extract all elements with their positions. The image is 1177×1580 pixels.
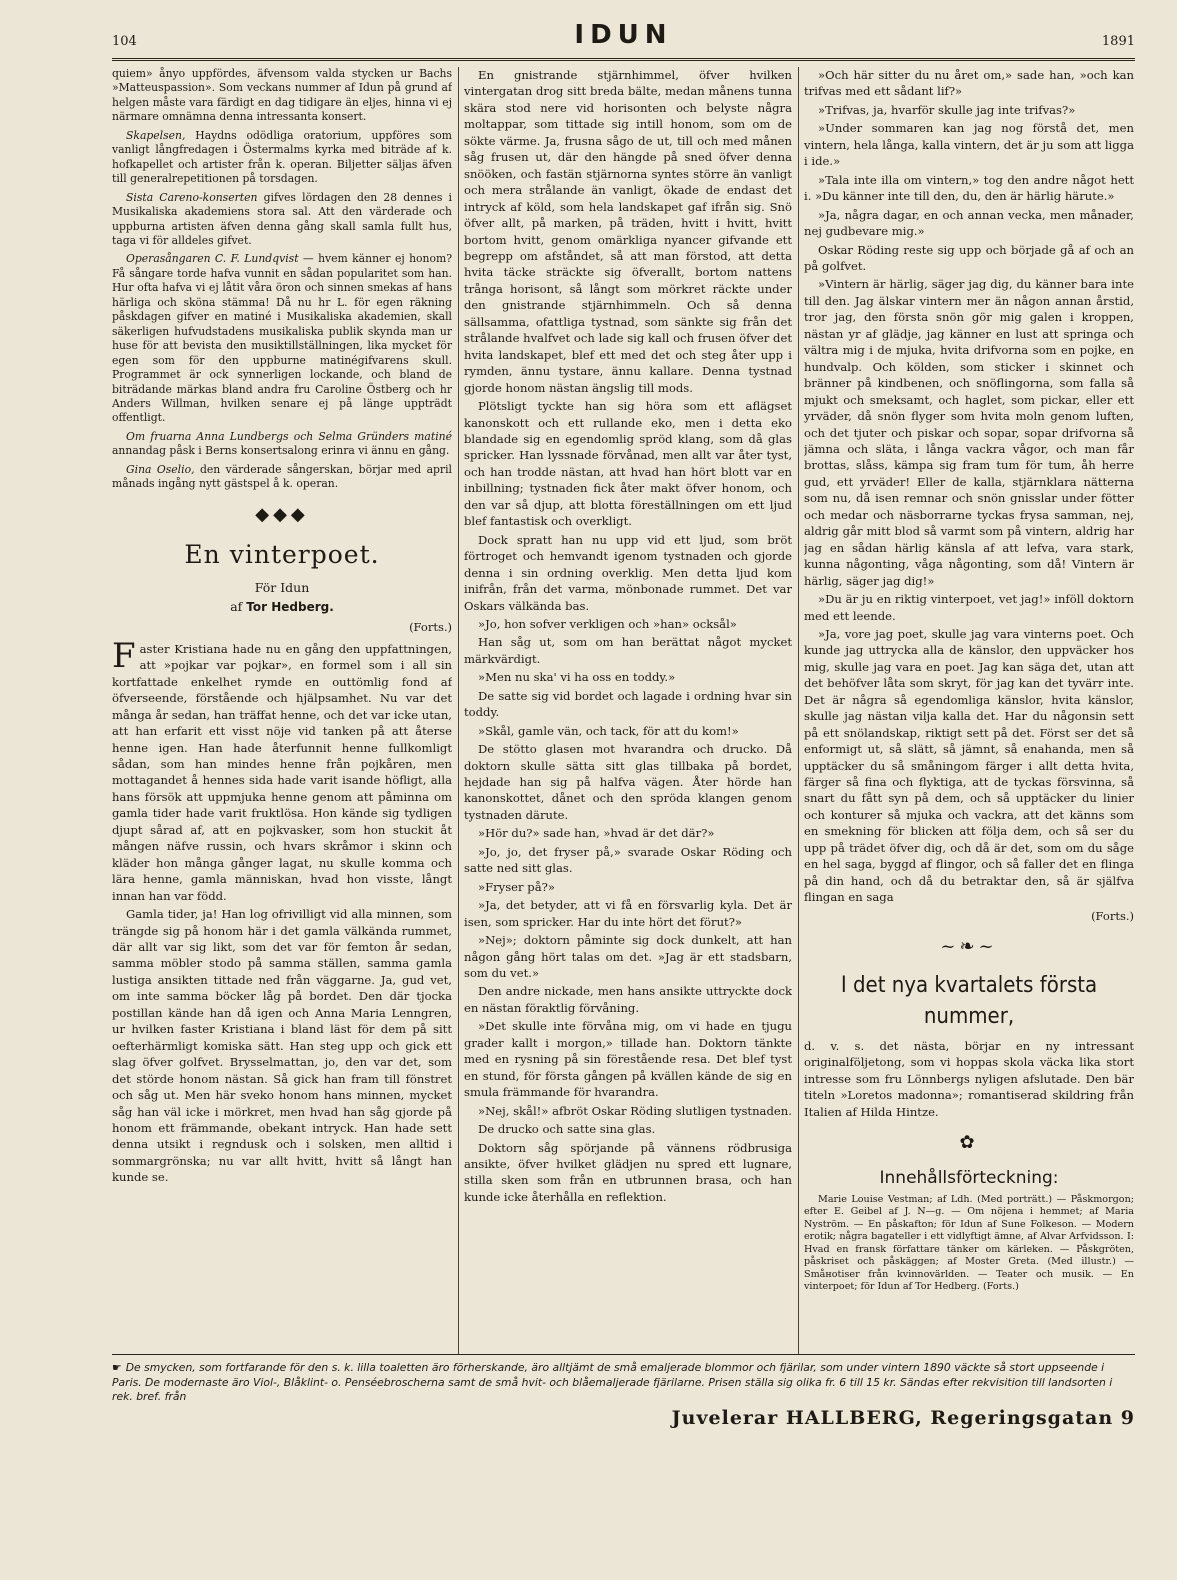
story-paragraph: »Och här sitter du nu året om,» sade han, »och kan trifvas med ett sådant lif?»: [804, 68, 1134, 99]
story-paragraph: »Fryser på?»: [478, 879, 555, 894]
continued-label: (Forts.): [1091, 908, 1134, 923]
note-paragraph: Skapelsen, Haydns odödliga oratorium, uppföres som vanligt långfredagen i Östermalms kyrka med biträde af k. hofkapellet och artister från k. operan. Biljetter säljas äfven till generalrepetitionen på torsdagen.: [112, 128, 452, 186]
ornament-divider: ~❧~: [940, 935, 998, 957]
story-paragraph: »Tala inte illa om vintern,» tog den andre något hett i. »Du känner inte till den, du, den är härlig härute.»: [804, 172, 1134, 204]
ornament-divider: ◆◆◆: [255, 503, 309, 525]
story-paragraph: »Jo, jo, det fryser på,» svarade Oskar Röding och satte ned sitt glas.: [464, 844, 792, 876]
story-paragraph: »Ja, vore jag poet, skulle jag vara vinterns poet. Och kunde jag uttrycka alla de känslor, den uppväcker hos mig, skulle jag vara en poet. Jag kan säga det, utan att det behöfver låta som skryt, för jag kan det tyvärr inte. Det är några så egendomliga känslor, hvita känslor, skulle jag nästan vilja kalla det. Har du någonsin sett på ett snölandskap, riktigt sett på det. Först ser det så enformigt ut, så slätt, så jämnt, så enahanda, men så upptäcker du så småningom färger i allt detta hvita, färger så fina och flyktiga, att de tyckas försvinna, så snart du fått syn på dem, och så upptäcker du linier och konturer så mjuka och vackra, att det känns som en smekning för blicken att följa dem, och så ser du upp på trädet öfver dig, och då är det, som om du såge en hel saga, byggd af flingor, och så faller det en flinga på din hand, och då du betraktar den, så är själfva flingan en saga: [804, 626, 1134, 905]
story-paragraph: Den andre nickade, men hans ansikte uttryckte dock en nästan föraktlig förvåning.: [464, 984, 792, 1015]
merchant-name: Juvelerar HALLBERG, Regeringsgatan 9: [671, 1406, 1135, 1429]
story-paragraph: »Jo, hon sofver verkligen och »han» ocksål»: [478, 616, 737, 631]
continued-label: (Forts.): [409, 619, 452, 634]
story-paragraph: Han såg ut, som om han berättat något mycket märkvärdigt.: [464, 635, 792, 666]
story-paragraph: Dock spratt han nu upp vid ett ljud, som bröt förtroget och hemvandt igenom tystnaden och gjorde denna i sin ordning overklig. Men detta ljud kom inifrån, från det varma, mönbonade rummet. Det var Oskars välkända bas.: [464, 532, 792, 613]
contents-heading: Innehållsförteckning:: [879, 1167, 1059, 1188]
note-paragraph: Om fruarna Anna Lundbergs och Selma Gründers matiné annandag påsk i Berns konsertsalong erinra vi ännu en gång.: [112, 429, 452, 458]
story-paragraph: Doktorn såg spörjande på vännens rödbrusiga ansikte, öfver hvilket glädjen nu spred ett lugnare, stilla sken som från en utbrunnen brasa, och han kunde icke återhålla en reflektion.: [464, 1140, 792, 1204]
story-paragraph: De stötto glasen mot hvarandra och druckо. Då doktorn skulle sätta sitt glas tillbaka på bordet, hejdade han sig på halfva vägen. Åter hörde han kanonskottet, dånet och den spröda klangen genom tystnaden därute.: [464, 742, 792, 822]
jeweller-advertisement: [112, 1354, 1135, 1429]
story-paragraph: En gnistrande stjärnhimmel, öfver hvilken vintergatan drog sitt breda bälte, medan månens tunna skära stod nere vid horisonten och belyste några moltappar, som tittade sig intill honom, som om de sökte värme. Ja, frusna sågo de ut, till och med månen såg frusen ut, där den hängde på sned öfver denna snööken, och fastän stjärnorna syntes större än vanligt och mera strålande än vanligt, ökade de endast det intryck af köld, som hela landskapet gaf ifrån sig. Snö öfver allt, på marken, på träden, hvitt i hvitt, hvitt bortom hvitt, genom omärkliga nyancer gifvande ett begrepp om afståndet, så att man förstod, att detta hvita täcke sträckte sig öfverallt, bortom nattens trånga horisont, så långt som mörkret räckte under den gnistrande stjärnhimmeln. Och så denna sällsamma, ofattliga tystnad, som sänkte sig från det strålande hvalfvet och lade sig kall och frusen öfver det hvita landskapet, blef ett med det och steg åter upp i rymden, ännu tystare, ännu kallare. Denna tystnad gjorde honom nästan ängslig till mods.: [464, 68, 792, 395]
story-paragraph: De druckо och satte sina glas.: [478, 1122, 656, 1137]
story-paragraph: Oskar Röding reste sig upp och började gå af och an på golfvet.: [804, 242, 1134, 273]
story-paragraph: »Men nu ska' vi ha oss en toddy.»: [478, 670, 676, 685]
story-paragraph: »Ja, det betyder, att vi få en försvarlig kyla. Det är isen, som spricker. Har du inte hört det förut?»: [464, 898, 792, 929]
story-paragraph: »Trifvas, ja, hvarför skulle jag inte trifvas?»: [818, 102, 1076, 117]
note-paragraph: Sista Careno-konserten gifves lördagen den 28 dennes i Musikaliska akademiens stora sal. Att den värderade och uppburna artisten äfven denna gång skall samla fullt hus, taga vi för alldeles gifvet.: [112, 190, 452, 247]
contents-list: Marie Louise Vestman; af Ldh. (Med porträtt.) — Påskmorgon; efter E. Geibel af J. N—g. — Om nöjena i hemmet; af Maria Nyström. — En påskafton; för Idun af Sune Folkeson. — Modern erotik; några bagateller i ett vidlyftigt ämne, af Alvar Arfvidsson. I: Hvad en fransk författare tänker om kärleken. — Påskgröten, påskriset och påskäggen; af Moster Greta. (Med illustr.) — Småнotiser från kvinnovärlden. — Teater och musik. — En vinterpoet; för Idun af Tor Hedberg. (Forts.): [804, 1193, 1134, 1293]
advertisement-text: ☛ De smycken, som fortfarande för den s. k. lilla toaletten äro förherskande, äro alltjämt de små emaljerade blommor och fjärilar, som under vintern 1890 väckte så stort uppseende i Paris. De modernaste äro Viol-, Blåklint- o. Penséebroscherna samt de små hvit- och blåemaljerade fjärilarne. Prisen ställa sig olika fr. 6 till 15 kr. Sändas efter rekvisition till landsorten i rek. bref. från: [112, 1361, 1113, 1404]
notice-heading: I det nya kvartalets första nummer,: [840, 972, 1098, 1029]
story-paragraph: Faster Kristiana hade nu en gång den uppfattningen, att »pojkar var pojkar», en formel som i all sin kortfattade enkelhet rymde en outtömlig fond af öfverseende, förstående och hjälpsamhet. Nu var det många år sedan, han träffat henne, och det var icke utan, att han erfarit ett visst nöje vid tanken på att återse henne igen. Han hade återfunnit henne fullkomligt sådan, som han mindes henne från pojkåren, men mottagandet å hennes sida hade varit isande höfligt, alla hans försök att uppmjuka henne genom att påminna om gamla tider hade varit fruktlösa. Hon kände sig tydligen djupt sårad af, att en pojkvasker, som hon stuckit åt mången näfve russin, och hvars skråmor i skinn och kläder hon många gånger lagat, nu skulle komma och lära henne, gamla människan, hvad hon visste, långt innan han var född.: [112, 635, 452, 903]
notice-text: d. v. s. det nästa, börjar en ny intressant originalföljetong, som vi hoppas skola väcka lika stort intresse som fru Lönnbergs nyligen afslutade. Den bär titeln »Loretos madonna»; romantiserad skildring från Italien af Hilda Hintze.: [804, 1039, 1134, 1119]
story-paragraph: »Ja, några dagar, en och annan vecka, men månader, nej gudbevare mig.»: [804, 207, 1134, 239]
note-paragraph: Operasångaren C. F. Lundqvist — hvem känner ej honom? Få sångare torde hafva vunnit en sådan popularitet som han. Hur ofta hafva vi ej låtit våra öron och sinnen smekas af hans härliga och sköna stämma! Då nu hr L. för egen räkning påskdagen gifver en matiné i Musikaliska akademien, skall säkerligen hufvudstadens musikaliska publik skynda man ur huse för att bevista den musiktillställningen, lika mycket för egen som för den uppburne matinégifvarens skull. Programmet är ock synnerligen lockande, och bland de biträdande märkas bland andra fru Caroline Östberg och hr Anders Willman, hvilken senare ej på länge uppträdt offentligt.: [112, 252, 452, 425]
story-title: En vinterpoet.: [184, 540, 380, 570]
column-3: [804, 67, 1134, 1355]
story-author: af Tor Hedberg.: [230, 599, 334, 615]
story-paragraph: »Skål, gamle vän, och tack, för att du kom!»: [478, 723, 739, 738]
note-paragraph: quiem» ånyo uppfördes, äfvensom valda stycken ur Bachs »Matteuspassion». Som veckans nummer af Idun på grund af helgen måste vara färdigt en dag tidigare än eljes, hinna vi ej närmare omnämna denna intressanta konsert.: [112, 67, 452, 124]
column-2: [464, 67, 792, 1355]
story-paragraph: »Vintern är härlig, säger jag dig, du känner bara inte till den. Jag älskar vintern mer än någon annan årstid, tror jag, den första snön gör mig galen i kroppen, nästan yr af glädje, jag känner en lust att springa och vältra mig i de mjuka, hvita drifvorna som en pojke, en hundvalp. Och kölden, som sticker i skinnet och bränner på kindbenen, och snöflingorna, som falla så mjukt och smeksamt, och haglet, som pickar, eller ett yrväder, då snön flyger som hvita moln genom luften, och det tjuter och piskar och sopar, sopar drifvorna så jämna och släta, i långa vackra vågor, och man får brottas, slåss, kämpa sig fram tum för tum, åh herre gud, ett yrväder! Eller de kalla, stjärnklara nätterna som nu, då isen remnar och snön gnisslar under fötter och medar och näsborrarne tyckas frysa samman, nej, aldrig går mitt blod så varmt som på vintern, aldrig har jag en sådan härlig känsla af att lefva, vara stark, kunna någonting, våga någonting, som då! Vintern är härlig, säger jag dig!»: [804, 277, 1134, 588]
masthead: IDUN: [574, 20, 673, 50]
pointing-hand-icon: ☛: [112, 1361, 122, 1374]
story-paragraph: »Nej»; doktorn påminte sig dock dunkelt, att han någon gång hört talas om det. »Jag är ett stadsbarn, som du vet.»: [464, 933, 792, 981]
story-paragraph: »Du är ju en riktig vinterpoet, vet jag!» inföll doktorn med ett leende.: [804, 592, 1134, 623]
story-subtitle: För Idun: [254, 579, 310, 595]
story-paragraph: »Nej, skål!» afbröt Oskar Röding slutligen tystnaden.: [478, 1103, 792, 1118]
story-paragraph: De satte sig vid bordet och lagade i ordning hvar sin toddy.: [464, 688, 792, 720]
column-rule: [798, 67, 799, 1355]
column-1: [112, 67, 452, 1355]
column-rule: [458, 67, 459, 1355]
notice-ornament: ✿: [959, 1132, 979, 1154]
story-paragraph: Plötsligt tyckte han sig höra som ett aflägset kanonskott och ett rullande eko, men i detta eko blandade sig en egendomlig spröd klang, som då glas spricker. Han lyssnade förvånad, men allt var åter tyst, och han trodde nästan, att hvad han hört blott var en inbillning; tystnaden fick åter makt öfver honom, och den var så djup, att blotta föreställningen om ett ljud blef fantastisk och overkligt.: [464, 399, 792, 529]
story-paragraph: »Hör du?» sade han, »hvad är det där?»: [478, 826, 715, 841]
story-paragraph: Gamla tider, ja! Han log ofrivilligt vid alla minnen, som trängde sig på honom här i det gamla välkända rummet, där allt var sig likt, som det var för femton år sedan, samma möbler stodo på samma ställen, samma gamla lustiga ansikten tittade ned från väggarne. Ja, gud vet, om inte samma böcker låg på bordet. Den där tjocka postillan kände han då igen och Anna Maria Lenngren, ur hvilken faster Kristiana i bland läst för dem på sitt oefterhärmligt komiska sätt. Han steg upp och gick ett slag öfver golfvet. Brysselmattan, jo, den var det, som det störde honom nästan. Så gick han fram till fönstret och såg ut. Men här sveko honom hans minnen, mycket såg han väl icke i mörkret, men hvad han såg gjorde på honom ett främmande, obekant intryck. Han hade sett denna utsikt i regndusk och i solsken, men alltid i sommargrönska; nu var allt hvitt, hvitt så långt han kunde se.: [112, 907, 452, 1185]
music-notes: [112, 67, 452, 492]
page-number: 104: [112, 34, 137, 49]
page-header: [112, 18, 1135, 61]
story-paragraph: »Det skulle inte förvåna mig, om vi hade en tjugu grader kallt i morgon,» tillade han. Doktorn tänkte med en rysning på sin förestående resa. Det blef tyst en stund, för första gången på kvällen kände de sig en smula främmande för hvarandra.: [464, 1019, 792, 1100]
year: 1891: [1101, 34, 1135, 49]
columns: [112, 67, 1135, 1355]
story-paragraph: »Under sommaren kan jag nog förstå det, men vintern, hela långa, kalla vintern, det är ju som att ligga i ide.»: [804, 121, 1134, 169]
note-paragraph: Gina Oselio, den värderade sångerskan, börjar med april månads ingång nytt gästspel å k. operan.: [112, 462, 452, 491]
drop-cap: F: [112, 635, 136, 676]
